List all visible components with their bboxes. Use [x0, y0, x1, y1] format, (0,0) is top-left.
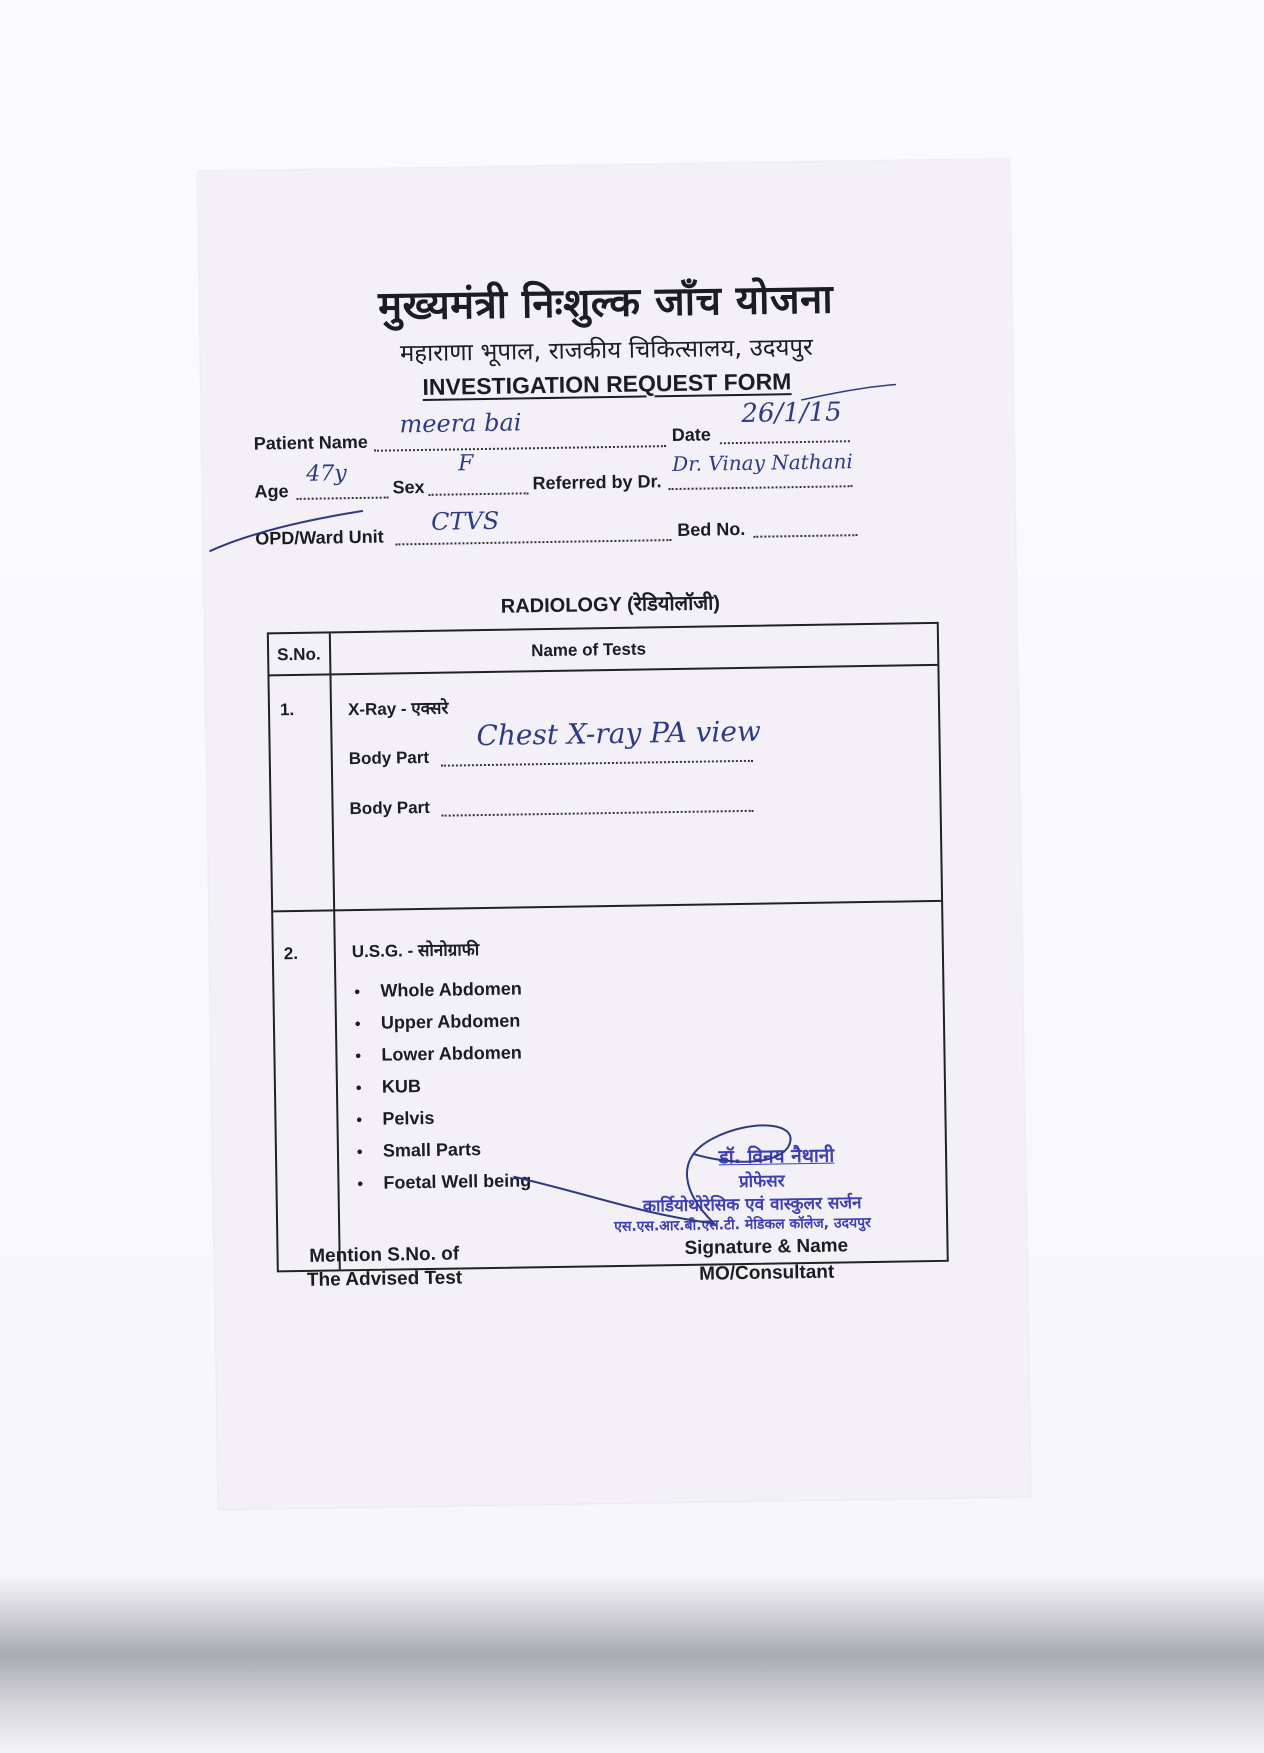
age-value: 47y — [306, 461, 347, 487]
scanner-edge-shadow — [0, 1575, 1264, 1753]
bullet-icon: • — [356, 1111, 363, 1130]
xray-title: X-Ray - एक्सरे — [347, 698, 449, 720]
usg-item-label: Foetal Well being — [383, 1170, 532, 1193]
bullet-icon: • — [357, 1175, 364, 1194]
stamp-college: एस.एस.आर.बी.एस.टी. मेडिकल कॉलेज, उदयपुर — [614, 1215, 871, 1236]
date-label: Date — [671, 424, 711, 446]
bullet-icon: • — [355, 1048, 362, 1066]
xray-sno: 1. — [279, 700, 295, 720]
bed-no-label: Bed No. — [677, 518, 746, 540]
referred-by-label: Referred by Dr. — [532, 471, 662, 494]
xray-body-part-1-value: Chest X-ray PA view — [476, 714, 762, 753]
stamp-department: कार्डियोथोरेसिक एवं वास्कुलर सर्जन — [642, 1193, 862, 1217]
patient-name-label: Patient Name — [253, 431, 369, 454]
bullet-icon: • — [356, 1143, 363, 1162]
age-label: Age — [254, 481, 289, 502]
usg-item-label: KUB — [381, 1076, 422, 1097]
usg-item-label: Whole Abdomen — [380, 978, 522, 1001]
mention-line-1: Mention S.No. of — [309, 1243, 460, 1267]
column-header-tests: Name of Tests — [530, 639, 647, 661]
usg-title: U.S.G. - सोनोग्राफी — [351, 940, 480, 962]
sex-value: F — [457, 451, 474, 477]
stamp-designation: प्रोफेसर — [738, 1171, 785, 1193]
date-value: 26/1/15 — [741, 397, 842, 429]
hospital-name: महाराणा भूपाल, राजकीय चिकित्सालय, उदयपुर — [399, 332, 814, 368]
scheme-title: मुख्यमंत्री निःशुल्क जाँच योजना — [377, 275, 834, 330]
usg-item-label: Upper Abdomen — [380, 1010, 521, 1033]
opd-ward-unit-value: CTVS — [430, 506, 500, 536]
sex-label: Sex — [392, 476, 425, 498]
section-title: RADIOLOGY (रेडियोलॉजी) — [500, 592, 721, 618]
mention-line-2: The Advised Test — [306, 1267, 463, 1291]
signature-line-1: Signature & Name — [684, 1235, 849, 1259]
xray-body-part-1-label: Body Part — [348, 747, 430, 769]
form-title: INVESTIGATION REQUEST FORM — [422, 368, 792, 400]
usg-item-label: Pelvis — [382, 1107, 435, 1129]
opd-ward-unit-label: OPD/Ward Unit — [255, 526, 384, 549]
xray-body-part-2-label: Body Part — [349, 797, 431, 819]
investigation-request-form — [198, 159, 1031, 1510]
signature-line-2: MO/Consultant — [699, 1261, 835, 1285]
usg-sno: 2. — [283, 943, 299, 964]
referred-by-value: Dr. Vinay Nathani — [672, 449, 853, 477]
signature-scribble — [198, 159, 1031, 1510]
patient-name-value: meera bai — [399, 408, 522, 439]
usg-item-label: Small Parts — [382, 1139, 482, 1161]
bullet-icon: • — [354, 1016, 361, 1034]
column-header-sno: S.No. — [276, 644, 321, 665]
bullet-icon: • — [355, 1079, 362, 1098]
usg-item-label: Lower Abdomen — [381, 1042, 522, 1065]
bullet-icon: • — [354, 984, 361, 1002]
stamp-name: डॉ. विनय नैथानी — [718, 1144, 835, 1169]
